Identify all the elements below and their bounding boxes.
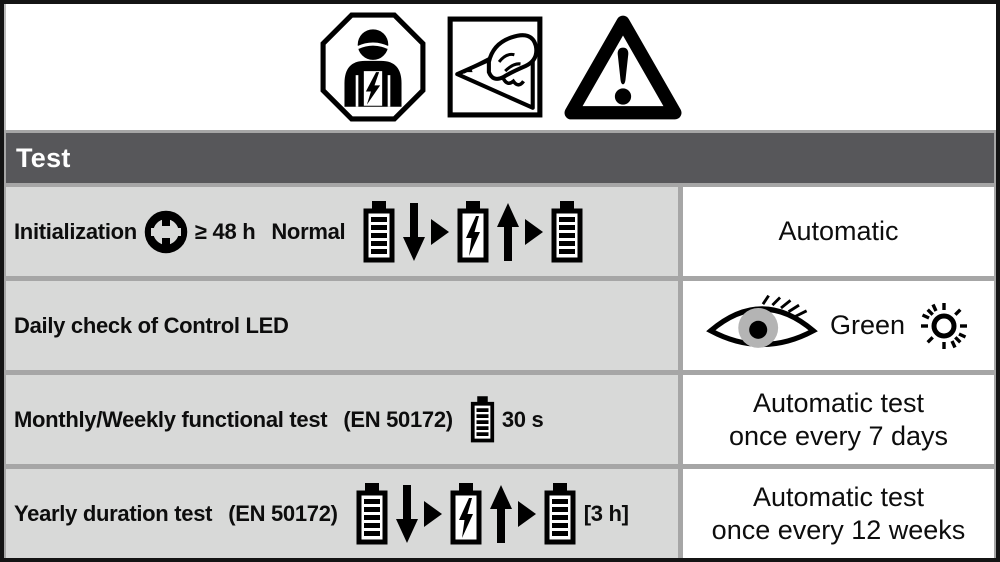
row-initialization-description [6, 187, 678, 276]
row-functional-test-result [683, 375, 994, 464]
electrician-icon [320, 12, 426, 122]
writing-hand-icon [446, 15, 544, 119]
arrow-down-icon [396, 485, 418, 543]
arrow-down-icon [403, 203, 425, 261]
play-triangle-icon [431, 219, 449, 245]
initialization-mode: Normal [271, 218, 346, 244]
initialization-label: Initialization [14, 218, 137, 244]
initialization-result-text: Automatic [778, 216, 899, 247]
play-triangle-icon [525, 219, 543, 245]
row-functional-test-description [6, 375, 678, 464]
battery-full-icon [469, 396, 496, 443]
test-table [4, 130, 996, 558]
arrow-up-icon [490, 485, 512, 543]
play-triangle-icon [424, 501, 442, 527]
led-shining-icon [917, 299, 971, 353]
daily-check-label: Daily check of Control LED [14, 312, 289, 338]
initialization-condition: ≥ 48 h [194, 218, 256, 244]
play-triangle-icon [518, 501, 536, 527]
battery-full-icon [542, 483, 578, 545]
warning-triangle-icon [564, 13, 682, 121]
functional-test-duration: 30 s [501, 406, 544, 432]
test-table-grid [6, 187, 994, 558]
eye-icon [706, 294, 818, 358]
battery-charging-icon [448, 483, 484, 545]
row-duration-test-result [683, 469, 994, 558]
duration-test-duration: [3 h] [583, 500, 629, 526]
safety-pictogram-band [4, 4, 996, 130]
table-header [6, 133, 994, 183]
row-duration-test-description [6, 469, 678, 558]
duration-test-result-line1: Automatic test [752, 481, 925, 512]
row-daily-check-result [683, 281, 994, 370]
duration-test-label: Yearly duration test [14, 500, 213, 526]
battery-full-icon [354, 483, 390, 545]
row-initialization-result [683, 187, 994, 276]
functional-test-result-line2: once every 7 days [728, 420, 949, 451]
duration-test-result-line2: once every 12 weeks [711, 514, 966, 545]
functional-test-result-line1: Automatic test [752, 387, 925, 418]
table-title: Test [16, 142, 71, 173]
control-led-color: Green [829, 310, 906, 341]
battery-full-icon [549, 201, 585, 263]
functional-test-standard: (EN 50172) [343, 406, 453, 432]
functional-test-label: Monthly/Weekly functional test [14, 406, 328, 432]
row-daily-check-description [6, 281, 678, 370]
charge-cycle-ring-icon [143, 208, 189, 256]
arrow-up-icon [497, 203, 519, 261]
battery-charging-icon [455, 201, 491, 263]
battery-full-icon [361, 201, 397, 263]
duration-test-standard: (EN 50172) [228, 500, 338, 526]
